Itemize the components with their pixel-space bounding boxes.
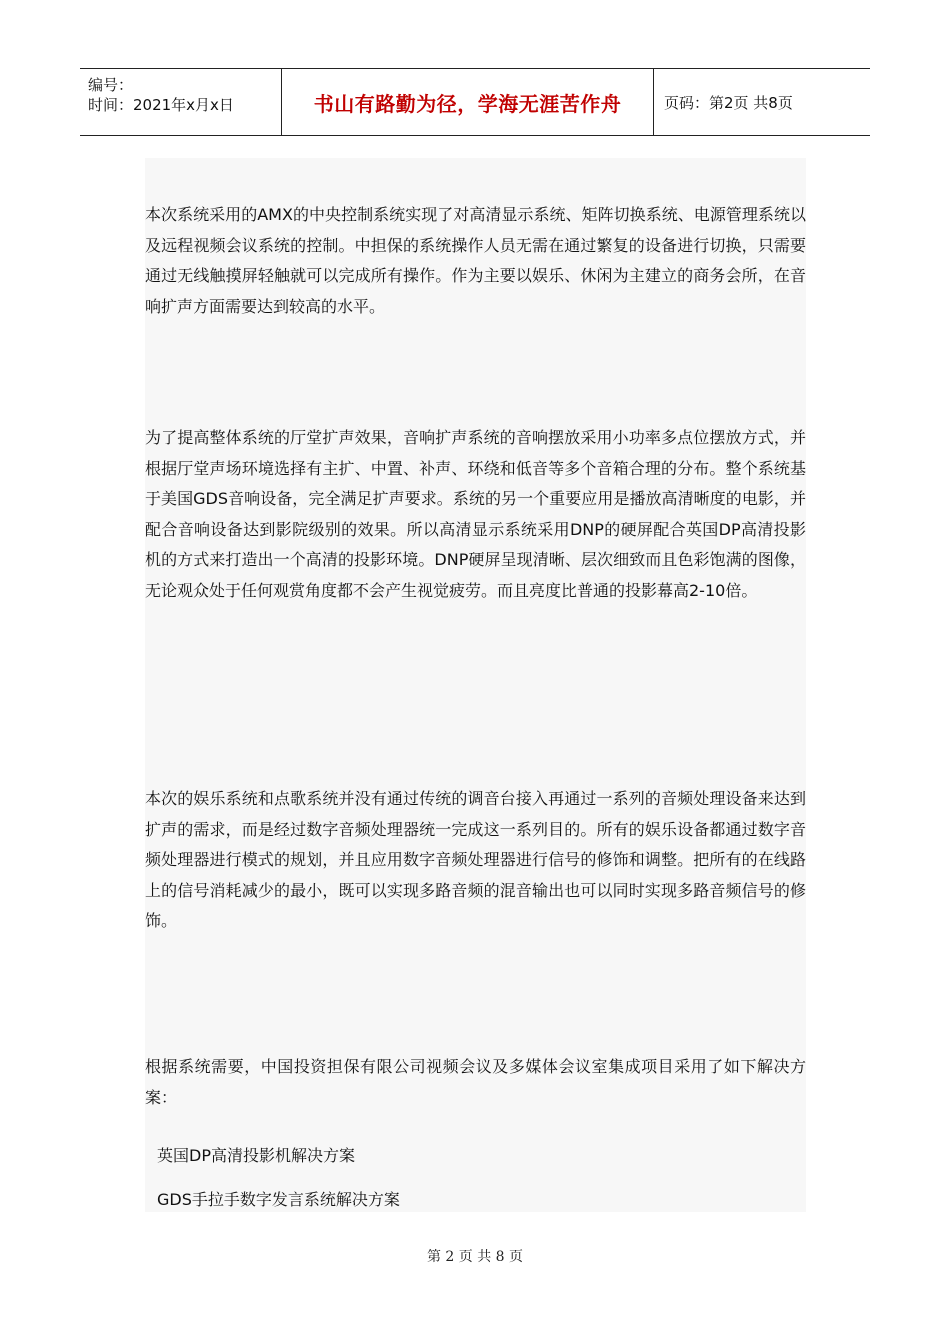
header-motto-cell [281, 69, 654, 135]
header-page-info [654, 69, 870, 135]
document-header [80, 68, 870, 136]
motto-text: 书山有路勤为径，学海无涯苦作舟 [313, 91, 622, 116]
paragraph-2: 为了提高整体系统的厅堂扩声效果，音响扩声系统的音响摆放采用小功率多点位摆放方式，并根据厅堂声场环境选择有主扩、中置、补声、环绕和低音等多个音箱合理的分布。整个系统基于美国GDS音响设备，完全满足扩声要求。系统的另一个重要应用是播放高清晰度的电影，并配合音响设备达到影院级别的效果。所以高清显示系统采用DNP的硬屏配合英国DP高清投影机的方式来打造出一个高清的投影环境。DNP硬屏呈现清晰、层次细致而且色彩饱满的图像，无论观众处于任何观赏角度都不会产生视觉疲劳。而且亮度比普通的投影幕高2-10倍。 [145, 428, 806, 600]
list-item-2: GDS手拉手数字发言系统解决方案 [157, 1190, 400, 1209]
list-item-1: 英国DP高清投影机解决方案 [157, 1146, 355, 1165]
page-info-text: 页码：第2页 共8页 [664, 93, 793, 112]
paragraph-1: 本次系统采用的AMX的中央控制系统实现了对高清显示系统、矩阵切换系统、电源管理系统以及远程视频会议系统的控制。中担保的系统操作人员无需在通过繁复的设备进行切换，只需要通过无线触摸屏轻触就可以完成所有操作。作为主要以娱乐、休闲为主建立的商务会所，在音响扩声方面需要达到较高的水平。 [145, 205, 806, 316]
time-label: 时间：2021年x月x日 [88, 96, 234, 114]
paragraph-4: 根据系统需要，中国投资担保有限公司视频会议及多媒体会议室集成项目采用了如下解决方案： [145, 1057, 806, 1107]
paragraph-3: 本次的娱乐系统和点歌系统并没有通过传统的调音台接入再通过一系列的音频处理设备来达到扩声的需求，而是经过数字音频处理器统一完成这一系列目的。所有的娱乐设备都通过数字音频处理器进行模式的规划，并且应用数字音频处理器进行信号的修饰和调整。把所有的在线路上的信号消耗减少的最小，既可以实现多路音频的混音输出也可以同时实现多路音频信号的修饰。 [145, 789, 806, 930]
document-body [145, 158, 806, 1212]
header-meta [80, 69, 281, 135]
number-label: 编号： [88, 76, 134, 94]
page-footer: 第 2 页 共 8 页 [426, 1249, 524, 1265]
